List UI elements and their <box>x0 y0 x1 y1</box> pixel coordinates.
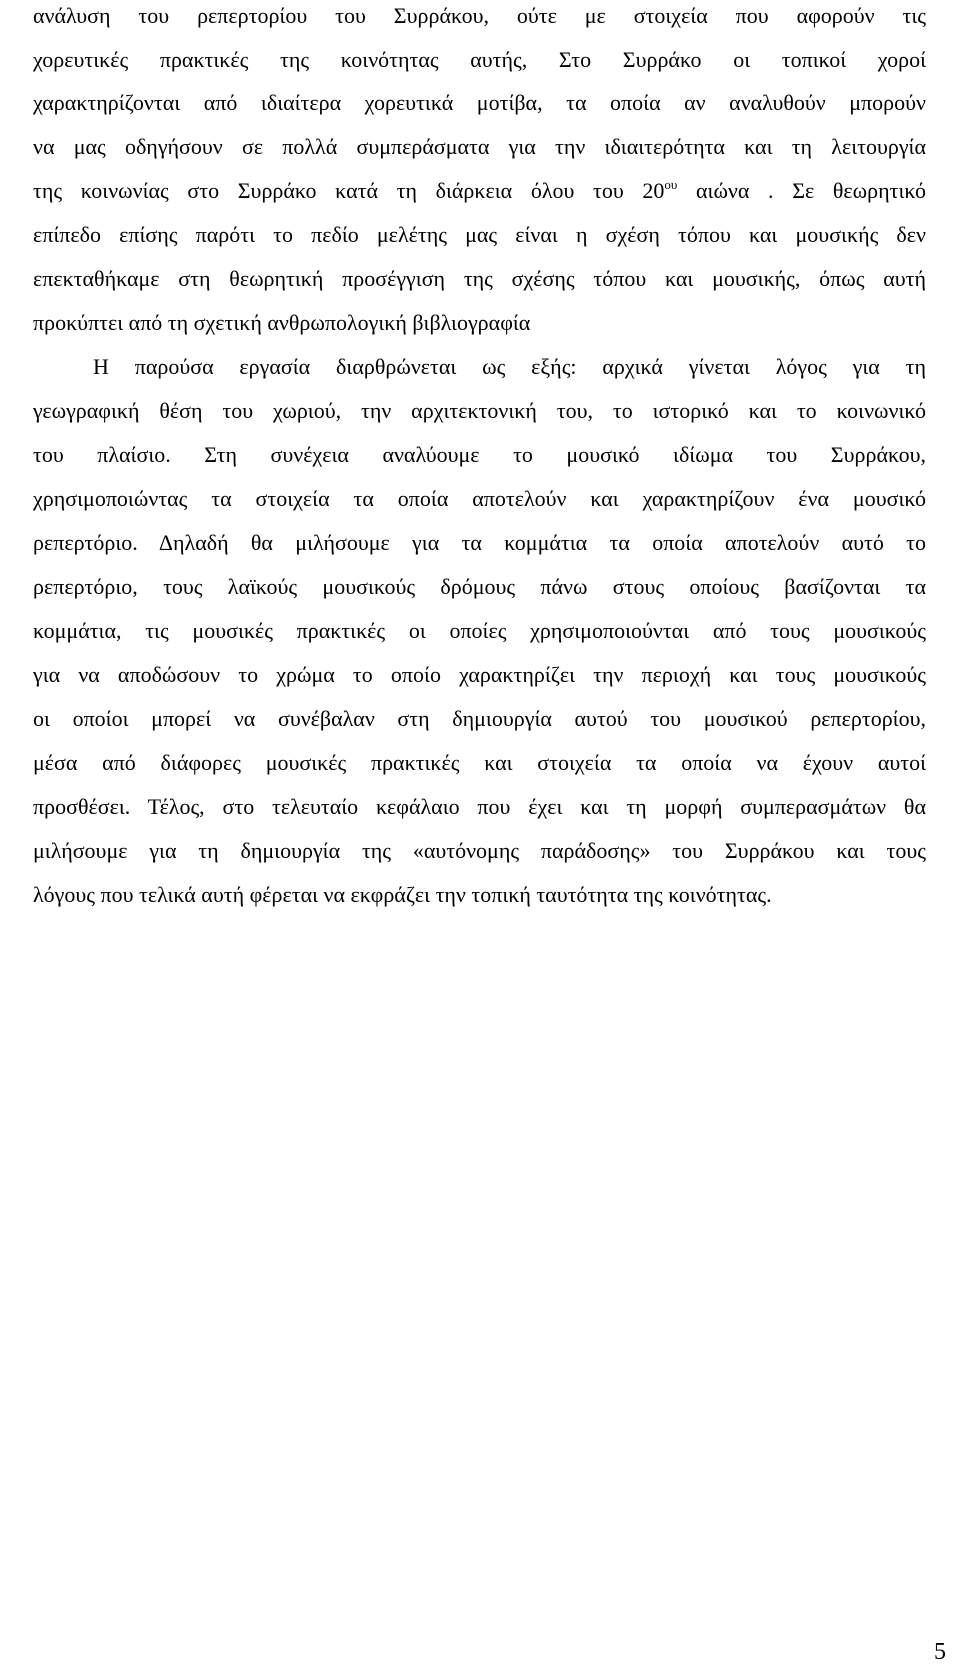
text-line: χρησιμοποιώντας τα στοιχεία τα οποία αποτελούν και χαρακτηρίζουν ένα μουσικό <box>33 486 926 511</box>
text-line: επεκταθήκαμε στη θεωρητική προσέγγιση της σχέσης τόπου και μουσικής, όπως αυτή <box>33 266 926 291</box>
text-line: μιλήσουμε για τη δημιουργία της «αυτόνομης παράδοσης» του Συρράκου και τους <box>33 838 926 863</box>
text-line: ανάλυση του ρεπερτορίου του Συρράκου, ούτε με στοιχεία που αφορούν τις <box>33 3 926 28</box>
text-line: λόγους που τελικά αυτή φέρεται να εκφράζει την τοπική ταυτότητα της κοινότητας. <box>33 882 772 907</box>
text-line: Η παρούσα εργασία διαρθρώνεται ως εξής: αρχικά γίνεται λόγος για τη <box>93 354 926 379</box>
text-line: χορευτικές πρακτικές της κοινότητας αυτής, Στο Συρράκο οι τοπικοί χοροί <box>33 47 926 72</box>
text-line: κομμάτια, τις μουσικές πρακτικές οι οποίες χρησιμοποιούνται από τους μουσικούς <box>33 618 926 643</box>
text-line: ρεπερτόριο, τους λαϊκούς μουσικούς δρόμους πάνω στους οποίους βασίζονται τα <box>33 574 926 599</box>
text-line: χαρακτηρίζονται από ιδιαίτερα χορευτικά μοτίβα, τα οποία αν αναλυθούν μπορούν <box>33 90 926 115</box>
text-span: αιώνα . Σε θεωρητικό <box>677 178 926 203</box>
text-line: προκύπτει από τη σχετική ανθρωπολογική βιβλιογραφία <box>33 310 531 335</box>
text-line: μέσα από διάφορες μουσικές πρακτικές και στοιχεία τα οποία να έχουν αυτοί <box>33 750 926 775</box>
text-line: προσθέσει. Τέλος, στο τελευταίο κεφάλαιο που έχει και τη μορφή συμπερασμάτων θα <box>33 794 926 819</box>
text-line: ρεπερτόριο. Δηλαδή θα μιλήσουμε για τα κομμάτια τα οποία αποτελούν αυτό το <box>33 530 926 555</box>
ordinal-superscript: ου <box>664 177 678 192</box>
text-line: για να αποδώσουν το χρώμα το οποίο χαρακτηρίζει την περιοχή και τους μουσικούς <box>33 662 926 687</box>
text-span: της κοινωνίας στο Συρράκο κατά τη διάρκεια όλου του 20 <box>33 178 665 203</box>
text-line: να μας οδηγήσουν σε πολλά συμπεράσματα για την ιδιαιτερότητα και τη λειτουργία <box>33 134 926 159</box>
page-number: 5 <box>934 1639 946 1665</box>
text-line: επίπεδο επίσης παρότι το πεδίο μελέτης μας είναι η σχέση τόπου και μουσικής δεν <box>33 222 926 247</box>
text-line <box>33 178 926 204</box>
text-line: του πλαίσιο. Στη συνέχεια αναλύουμε το μουσικό ιδίωμα του Συρράκου, <box>33 442 926 467</box>
text-line: οι οποίοι μπορεί να συνέβαλαν στη δημιουργία αυτού του μουσικού ρεπερτορίου, <box>33 706 926 731</box>
text-line: γεωγραφική θέση του χωριού, την αρχιτεκτονική του, το ιστορικό και το κοινωνικό <box>33 398 926 423</box>
